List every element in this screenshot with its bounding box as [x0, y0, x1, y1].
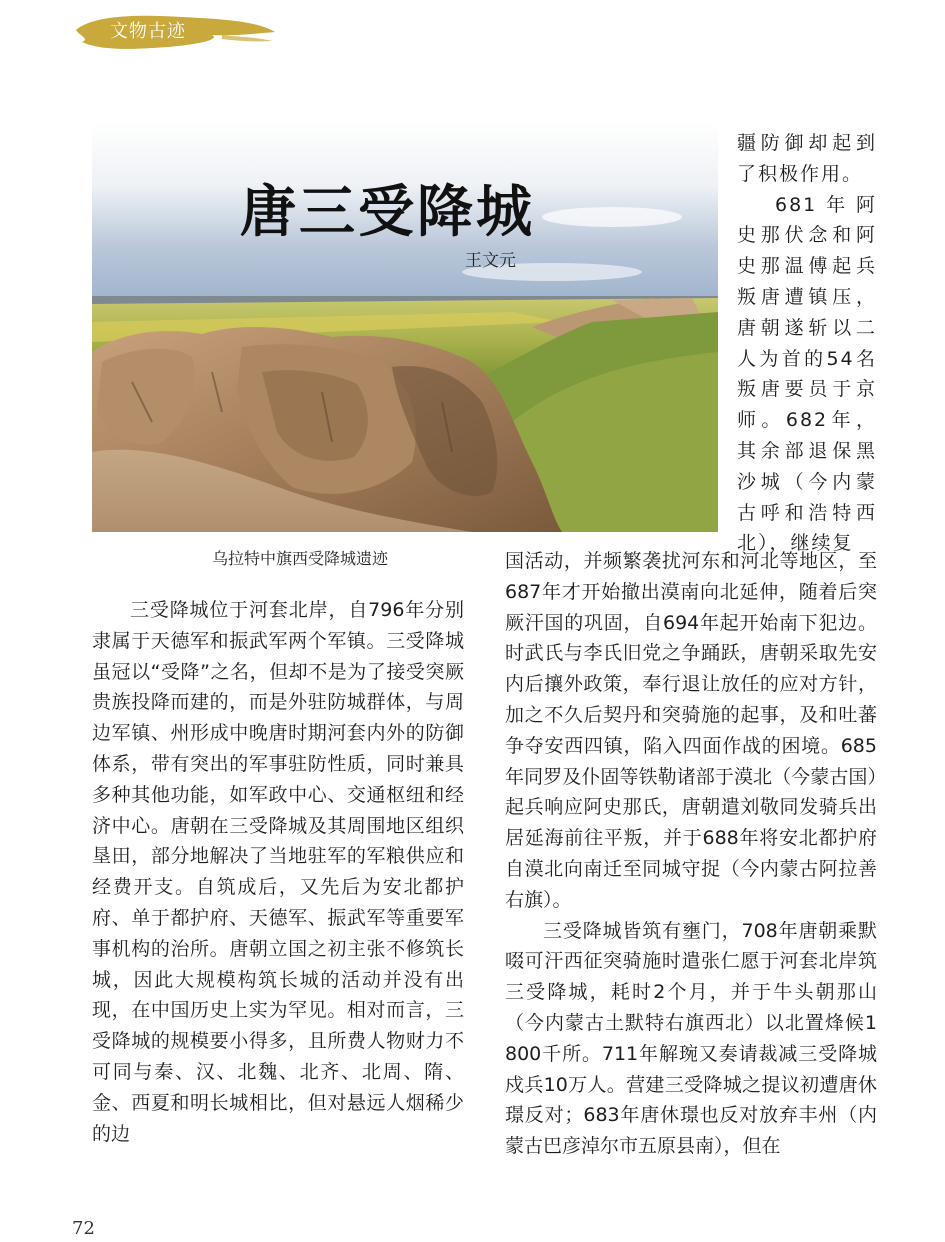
paragraph-continued: 国活动，并频繁袭扰河东和河北等地区，至687年才开始撤出漠南向北延伸，随着后突厥汗国的巩固，自694年起开始南下犯边。时武氏与李氏旧党之争踊跃，唐朝采取先安内后攘外政策，奉行退让放任的应对方针，加之不久后契丹和突骑施的起事，及和吐蕃争夺安西四镇，陷入四面作战的困境。685年同罗及仆固等铁勒诸部于漠北（今蒙古国）起兵响应阿史那氏，唐朝遣刘敬同发骑兵出居延海前往平叛，并于688年将安北都护府自漠北向南迁至同城守捉（今内蒙古阿拉善右旗）。: [505, 550, 877, 911]
paragraph: 三受降城皆筑有壅门，708年唐朝乘默啜可汗西征突骑施时遣张仁愿于河套北岸筑三受降城，耗时2个月，并于牛头朝那山（今内蒙古土默特右旗西北）以北置烽候1 800千所。711年解琬又奏请裁减三受降城戍兵10万人。营建三受降城之提议初遭唐休璟反对；683年唐休璟也反对放弃丰州（内蒙古巴彦淖尔市五原县南），但在: [505, 919, 877, 1158]
paragraph: 681年阿史那伏念和阿史那温傅起兵叛唐遭镇压，唐朝遂斩以二人为首的54名叛唐要员于京师。682年，其余部退保黑沙城（今内蒙古呼和浩特西北），继续复: [737, 193, 877, 555]
section-tag-label: 文物古迹: [110, 21, 186, 42]
paragraph-continued: 疆防御却起到了积极作用。: [737, 132, 877, 185]
left-column-text: 三受降城位于河套北岸，自796年分别隶属于天德军和振武军两个军镇。三受降城虽冠以“受降”之名，但却不是为了接受突厥贵族投降而建的，而是外驻防城群体，与周边军镇、州形成中晚唐时期河套内外的防御体系，带有突出的军事驻防性质，同时兼具多种其他功能，如军政中心、交通枢纽和经济中心。唐朝在三受降城及其周围地区组织垦田，部分地解决了当地驻军的军粮供应和经费开支。自筑成后，又先后为安北都护府、单于都护府、天德军、振武军等重要军事机构的治所。唐朝立国之初主张不修筑长城，因此大规模构筑长城的活动并没有出现，在中国历史上实为罕见。相对而言，三受降城的规模要小得多，且所费人物财力不可同与秦、汉、北魏、北齐、北周、隋、金、西夏和明长城相比，但对悬远人烟稀少的边: [92, 599, 464, 1145]
article-title: 唐三受降城: [240, 180, 535, 245]
photo-caption: 乌拉特中旗西受降城遗迹: [212, 549, 389, 568]
section-tag: [72, 8, 277, 52]
right-column-text: [505, 546, 877, 1162]
right-column-top: [737, 128, 877, 559]
page-number: 72: [72, 1218, 95, 1239]
author-name: 王文元: [465, 251, 516, 271]
